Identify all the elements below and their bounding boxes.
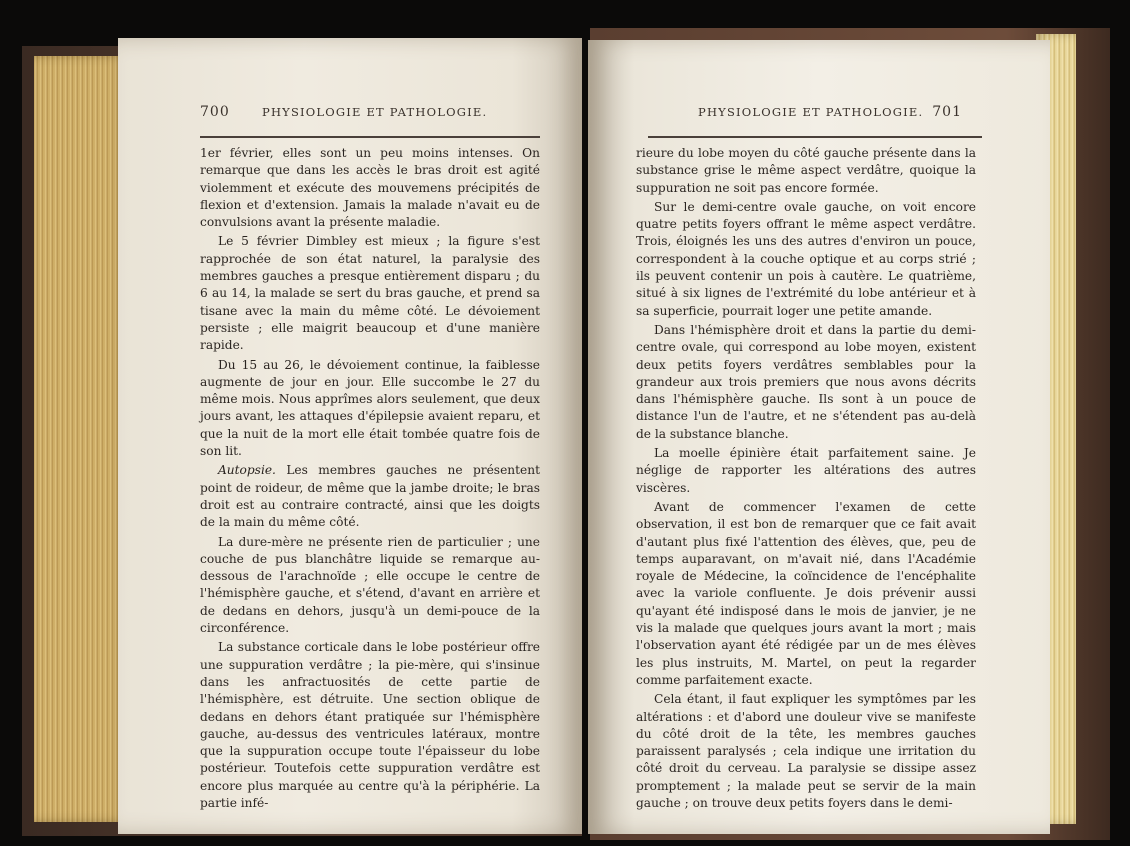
paragraph: Le 5 février Dimbley est mieux ; la figure s'est rapprochée de son état naturel, la paralysie des membres gauches a presque entièrement disparu ; du 6 au 14, la malade se sert du bras gauche, et prend sa tisane avec la main du même côté. Le dévoiement persiste ; elle maigrit beaucoup et d'une manière rapide. bbox=[200, 234, 540, 353]
right-page bbox=[588, 40, 1050, 834]
autopsy-paragraph bbox=[200, 462, 540, 531]
right-page-text bbox=[636, 145, 976, 812]
right-running-title: PHYSIOLOGIE ET PATHOLOGIE. bbox=[698, 105, 924, 119]
left-running-title: PHYSIOLOGIE ET PATHOLOGIE. bbox=[262, 105, 488, 119]
autopsy-label: Autopsie. bbox=[218, 463, 276, 478]
paragraph: Du 15 au 26, le dévoiement continue, la faiblesse augmente de jour en jour. Elle succombe le 27 du même mois. Nous apprîmes alors seulement, que deux jours avant, les attaques d'épilepsie avaient reparu, et que la nuit de la mort elle était tombée quatre fois de son lit. bbox=[200, 357, 540, 459]
paragraph: rieure du lobe moyen du côté gauche présente dans la substance grise le même aspect verdâtre, quoique la suppuration ne soit pas encore formée. bbox=[636, 146, 976, 195]
paragraph: La moelle épinière était parfaitement saine. Je néglige de rapporter les altérations des autres viscères. bbox=[636, 446, 976, 495]
left-page-edges bbox=[34, 56, 126, 822]
paragraph: Dans l'hémisphère droit et dans la partie du demi-centre ovale, qui correspond au lobe moyen, existent deux petits foyers verdâtres semblables pour la grandeur aux trois premiers que nous avons décrits dans l'hémisphère gauche. Ils sont à un pouce de distance l'un de l'autre, et ne s'étendent pas au-delà de la substance blanche. bbox=[636, 322, 976, 441]
paragraph: La substance corticale dans le lobe postérieur offre une suppuration verdâtre ; la pie-mère, qui s'insinue dans les anfractuosités de cette partie de l'hémisphère, est détruite. Une section oblique de dedans en dehors étant pratiquée sur l'hémisphère gauche, au-dessus des ventricules latéraux, montre que la suppuration occupe toute l'épaisseur du lobe postérieur. Toutefois cette suppuration verdâtre est encore plus marquée au centre qu'à la périphérie. La partie infé- bbox=[200, 640, 540, 810]
paragraph: Sur le demi-centre ovale gauche, on voit encore quatre petits foyers offrant le même aspect verdâtre. Trois, éloignés les uns des autres d'environ un pouce, correspondent à la couche optique et au corps strié ; ils peuvent contenir un pois à cautère. Le quatrième, situé à six lignes de l'extrémité du lobe antérieur et à sa superficie, pourrait loger une petite amande. bbox=[636, 199, 976, 318]
paragraph: Avant de commencer l'examen de cette observation, il est bon de remarquer que ce fait avait d'autant plus fixé l'attention des élèves, que, peu de temps auparavant, on m'avait nié, dans l'Académie royale de Médecine, la coïncidence de l'encéphalite avec la variole confluente. Je dois prévenir aussi qu'ayant été indisposé dans le mois de janvier, je ne vis la malade que quelques jours avant la mort ; mais l'observation ayant été rédigée par un de mes élèves les plus instruits, M. Martel, on peut la regarder comme parfaitement exacte. bbox=[636, 499, 976, 687]
right-running-head bbox=[612, 104, 968, 126]
paragraph: Cela étant, il faut expliquer les symptômes par les altérations : et d'abord une douleur vive se manifeste du côté droit de la tête, les membres gauches paraissent paralysés ; cela indique une irritation du côté droit du cerveau. La paralysie se dissipe assez promptement ; la malade peut se servir de la main gauche ; on trouve deux petits foyers dans le demi- bbox=[636, 692, 976, 810]
left-page-number: 700 bbox=[200, 104, 230, 120]
autopsy-text: Les membres gauches ne présentent point de roideur, de même que la jambe droite; le bras droit est au contraire contracté, ainsi que les doigts de la main du même côté. bbox=[200, 463, 540, 530]
left-page-text bbox=[200, 145, 540, 812]
right-page-number: 701 bbox=[932, 104, 962, 120]
left-header-rule bbox=[200, 136, 540, 138]
paragraph: 1er février, elles sont un peu moins intenses. On remarque que dans les accès le bras droit est agité violemment et exécute des mouvemens précipités de flexion et d'extension. Jamais la malade n'avait eu de convulsions avant la présente maladie. bbox=[200, 146, 540, 230]
left-running-head bbox=[200, 104, 540, 126]
right-header-rule bbox=[648, 136, 982, 138]
left-page bbox=[118, 38, 582, 834]
paragraph: La dure-mère ne présente rien de particulier ; une couche de pus blanchâtre liquide se remarque au-dessous de l'arachnoïde ; elle occupe le centre de l'hémisphère gauche, et s'étend, d'avant en arrière et de dedans en dehors, jusqu'à un demi-pouce de la circonférence. bbox=[200, 534, 540, 636]
